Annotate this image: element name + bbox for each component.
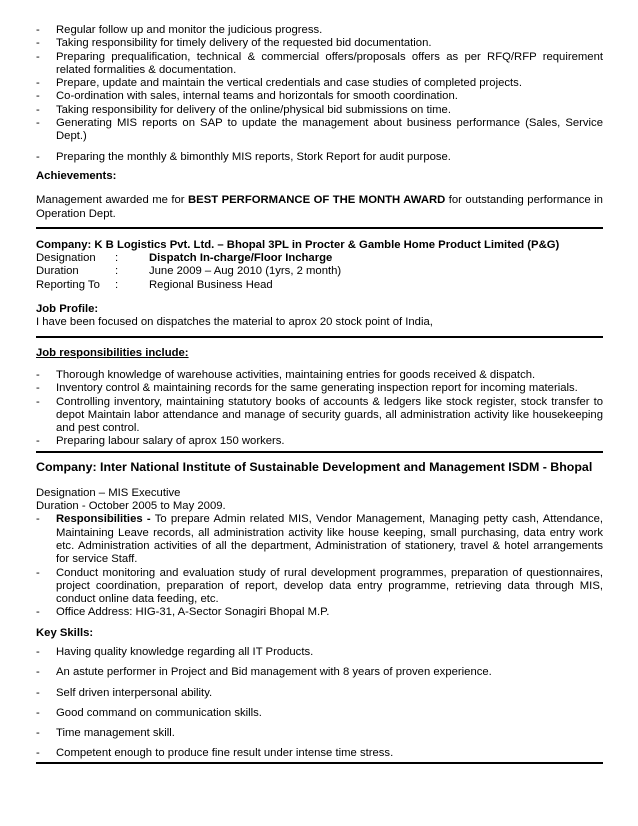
responsibilities-text: To prepare Admin related MIS, Vendor Management, Managing petty cash, Attendance, Maintaining Leave records, all administration activity like house keeping, small purchasing, data entry work etc. Administration activities of all the department, Administration of stationery, travel & hotel arrangements for service Staff. (56, 513, 604, 566)
responsibilities-label: Responsibilities - (56, 513, 151, 526)
list-item: - Preparing labour salary of aprox 150 workers. (36, 435, 603, 452)
colon: : (115, 252, 119, 265)
list-item (36, 513, 603, 566)
designation-line: Designation – MIS Executive (36, 486, 181, 499)
designation-value: Dispatch In-charge/Floor Incharge (149, 252, 333, 265)
company-title: Company: K B Logistics Pvt. Ltd. – Bhopal 3PL in Procter & Gamble Home Product Limited (P&G) (36, 238, 560, 251)
job-profile-heading: Job Profile: (36, 303, 99, 316)
reporting-value: Regional Business Head (149, 278, 273, 291)
list-item: - Taking responsibility for delivery of the online/physical bid submissions on time. (36, 104, 603, 117)
list-item: - Office Address: HIG-31, A-Sector Sonagiri Bhopal M.P. (36, 606, 603, 619)
job-responsibilities-heading: Job responsibilities include: (36, 346, 189, 359)
list-item: - Thorough knowledge of warehouse activities, maintaining entries for goods received & dispatch. (36, 369, 603, 382)
list-item: - Prepare, update and maintain the vertical credentials and case studies of completed projects. (36, 77, 603, 90)
list-item: - Controlling inventory, maintaining statutory books of accounts & ledgers like stock register, stock transfer to depot Maintain labor attendance and manage of security guards, all administration activity like housekeeping and pest control. (36, 396, 603, 436)
duration-row (36, 265, 603, 278)
key-skills-heading: Key Skills: (36, 626, 94, 639)
list-item: - Time management skill. (36, 727, 603, 740)
list-item: - Self driven interpersonal ability. (36, 687, 603, 700)
job-responsibilities-list (36, 369, 603, 453)
list-item: - Preparing prequalification, technical & commercial offers/proposals offers as per RFQ/RFP requirement related formalities & documentation. (36, 51, 603, 78)
duration-value: June 2009 – Aug 2010 (1yrs, 2 month) (149, 265, 342, 278)
list-item: - An astute performer in Project and Bid management with 8 years of proven experience. (36, 666, 603, 679)
colon: : (115, 278, 119, 291)
achievements-text-before: Management awarded me for (36, 194, 189, 207)
list-item: - Preparing the monthly & bimonthly MIS reports, Stork Report for audit purpose. (36, 151, 603, 164)
list-item: - Regular follow up and monitor the judicious progress. (36, 24, 603, 37)
list-item: - Co-ordination with sales, internal teams and horizontals for smooth coordination. (36, 90, 603, 103)
list-item: - Having quality knowledge regarding all IT Products. (36, 646, 603, 659)
award-name: BEST PERFORMANCE OF THE MONTH AWARD (188, 194, 446, 207)
designation-key: Designation (36, 252, 96, 265)
duration-key: Duration (36, 265, 79, 278)
resume-page (36, 24, 603, 764)
list-item: - Conduct monitoring and evaluation study of rural development programmes, preparation of questionnaires, project coordination, preparation of report, develop data entry programme, retrieving data through MIS, conduct online data feeding, etc. (36, 567, 603, 607)
list-item: - Competent enough to produce fine result under intense time stress. (36, 747, 603, 763)
company2-list (36, 513, 603, 619)
colon: : (115, 265, 119, 278)
company-title: Company: Inter National Institute of Sustainable Development and Management ISDM - Bhopal (36, 459, 593, 474)
job-profile-text: I have been focused on dispatches the material to aprox 20 stock point of India, (36, 316, 603, 337)
responsibility-list (36, 24, 603, 164)
list-item: - Taking responsibility for timely delivery of the requested bid documentation. (36, 37, 603, 50)
list-item: - Generating MIS reports on SAP to update the management about business performance (Sales, Service Dept.) (36, 117, 603, 144)
achievements-text-after: for outstanding performance in Operation Dept. (36, 194, 603, 220)
reporting-row (36, 279, 603, 292)
list-item: - Inventory control & maintaining records for the same generating inspection report for incoming materials. (36, 382, 603, 395)
list-item: - Good command on communication skills. (36, 707, 603, 720)
achievements-text (36, 194, 603, 229)
reporting-key: Reporting To (36, 278, 100, 291)
duration-line: Duration - October 2005 to May 2009. (36, 500, 226, 513)
achievements-heading: Achievements: (36, 169, 117, 182)
key-skills-list (36, 646, 603, 764)
designation-row (36, 252, 603, 265)
